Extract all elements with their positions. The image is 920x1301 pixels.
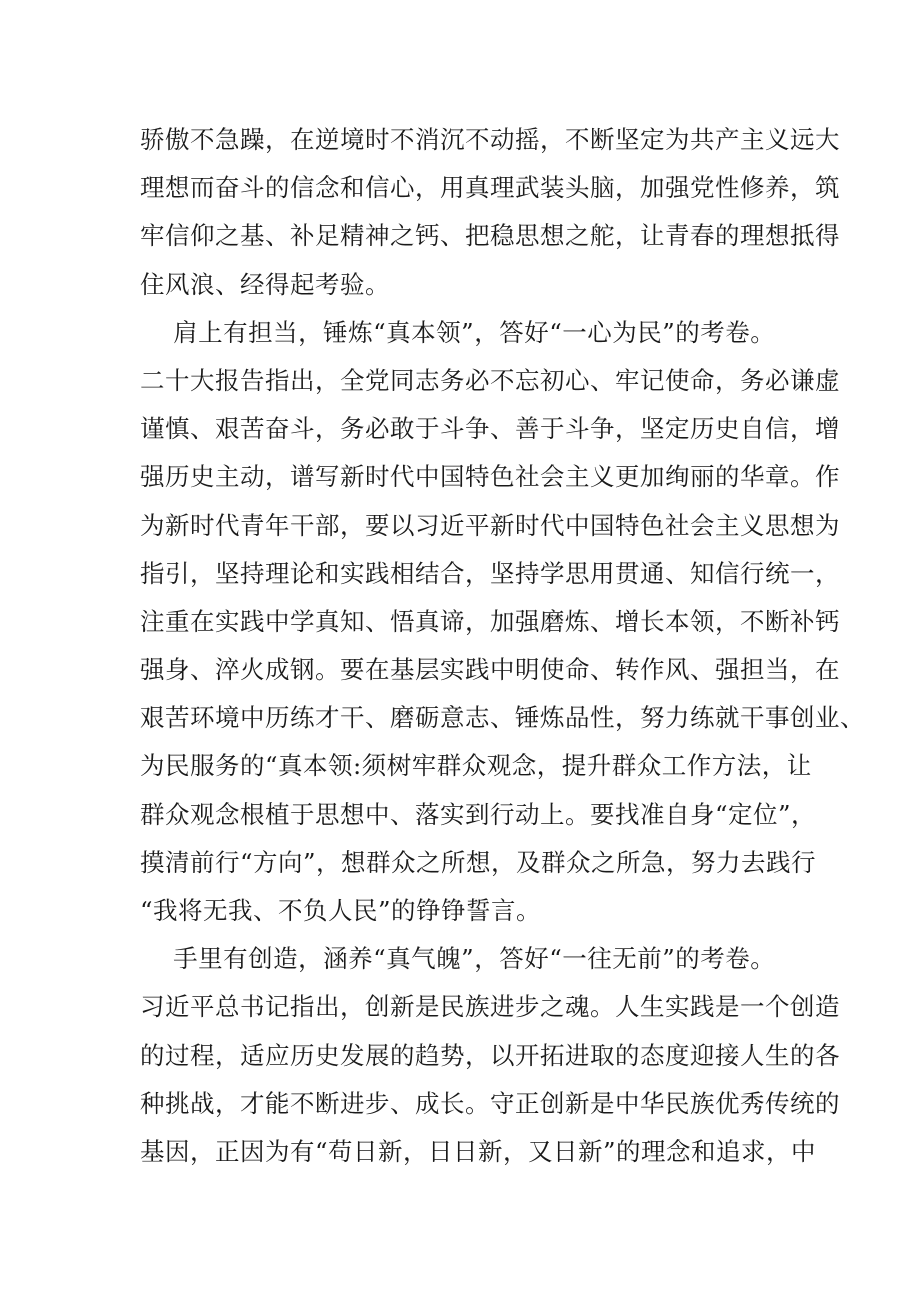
text-line: 手里有创造，涵养“真气魄”，答好“一往无前”的考卷。 (140, 944, 776, 974)
text-line: 为新时代青年干部，要以习近平新时代中国特色社会主义思想为 (140, 510, 840, 540)
text-line: 的过程，适应历史发展的趋势，以开拓进取的态度迎接人生的各 (140, 1040, 840, 1070)
text-line: 二十大报告指出，全党同志务必不忘初心、牢记使命，务必谦虚 (140, 365, 840, 395)
paragraph-1 (140, 116, 840, 309)
text-line: 指引，坚持理论和实践相结合，坚持学思用贯通、知信行统一， (140, 558, 840, 588)
text-line: 肩上有担当，锤炼“真本领”，答好“一心为民”的考卷。 (140, 317, 776, 347)
text-line: 住风浪、经得起考验。 (140, 269, 390, 299)
text-line: 基因，正因为有“苟日新，日日新，又日新”的理念和追求，中 (140, 1136, 817, 1166)
text-line: 种挑战，才能不断进步、成长。守正创新是中华民族优秀传统的 (140, 1088, 840, 1118)
text-line: 骄傲不急躁，在逆境时不消沉不动摇，不断坚定为共产主义远大 (140, 125, 840, 154)
text-line: 摸清前行“方向”，想群众之所想，及群众之所急，努力去践行 (140, 847, 817, 877)
text-line: 习近平总书记指出，创新是民族进步之魂。人生实践是一个创造 (140, 992, 840, 1022)
text-line: 艰苦环境中历练才干、磨砺意志、锤炼品性，努力练就干事创业、 (140, 703, 865, 733)
text-line: 理想而奋斗的信念和信心，用真理武装头脑，加强党性修养，筑 (140, 173, 840, 203)
text-line: 群众观念根植于思想中、落实到行动上。要找准自身“定位”， (140, 799, 817, 829)
document-body (140, 116, 865, 1176)
text-line: 注重在实践中学真知、悟真谛，加强磨炼、增长本领，不断补钙 (140, 606, 840, 636)
paragraph-2 (140, 309, 865, 935)
text-line: 强身、淬火成钢。要在基层实践中明使命、转作风、强担当，在 (140, 655, 840, 685)
text-line: 牢信仰之基、补足精神之钙、把稳思想之舵，让青春的理想抵得 (140, 221, 840, 251)
text-line: “我将无我、不负人民”的铮铮誓言。 (140, 896, 542, 925)
text-line: 为民服务的“真本领:须树牢群众观念，提升群众工作方法，让 (140, 751, 812, 781)
text-line: 强历史主动，谱写新时代中国特色社会主义更加绚丽的华章。作 (140, 462, 840, 492)
text-line: 谨慎、艰苦奋斗，务必敢于斗争、善于斗争，坚定历史自信，增 (140, 414, 840, 444)
paragraph-3 (140, 935, 840, 1176)
